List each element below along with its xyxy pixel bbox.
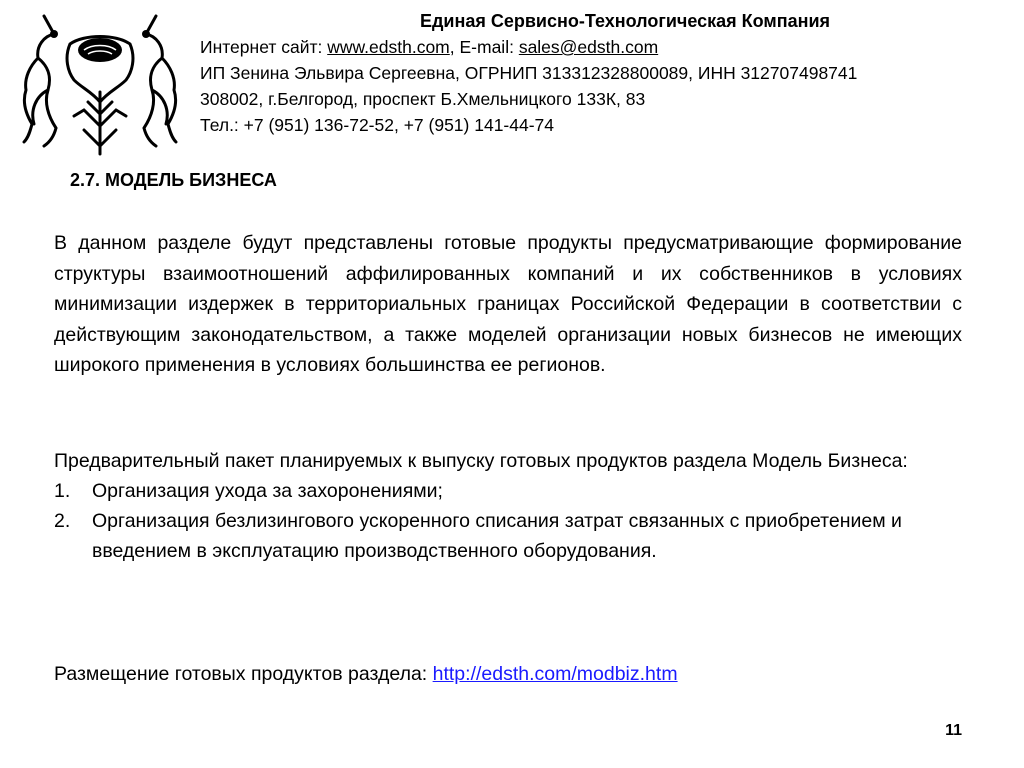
address: 308002, г.Белгород, проспект Б.Хмельницкого 133К, 83 [200, 89, 646, 109]
site-link[interactable]: www.edsth.com [327, 37, 450, 57]
placement-label: Размещение готовых продуктов раздела: [54, 663, 433, 685]
list-item-text: Организация безлизингового ускоренного списания затрат связанных с приобретением и введением в эксплуатацию производственного оборудования. [92, 510, 902, 562]
products-block [54, 446, 962, 566]
email-label: , E-mail: [449, 37, 519, 57]
contacts-line [200, 34, 1010, 60]
list-item [54, 506, 962, 566]
site-label: Интернет сайт: [200, 37, 328, 57]
list-item-number: 2. [54, 510, 71, 532]
email-link[interactable]: sales@edsth.com [518, 37, 659, 57]
phones: Тел.: +7 (951) 136-72-52, +7 (951) 141-44-74 [200, 115, 555, 135]
package-intro: Предварительный пакет планируемых к выпуску готовых продуктов раздела Модель Бизнеса: [54, 450, 908, 472]
intro-paragraph: В данном разделе будут представлены готовые продукты предусматривающие формирование структуры взаимоотношений аффилированных компаний и их собственников в условиях минимизации издержек в территориальных границах Российской Федерации в соответствии с действующим законодательством, а также моделей организации новых бизнесов не имеющих широкого применения в условиях большинства ее регионов. [54, 232, 962, 376]
coat-of-arms-logo [14, 6, 186, 156]
placement-line [54, 659, 678, 689]
section-title: 2.7. МОДЕЛЬ БИЗНЕСА [70, 170, 277, 190]
list-item-number: 1. [54, 480, 71, 502]
owner-info: ИП Зенина Эльвира Сергеевна, ОГРНИП 313312328800089, ИНН 312707498741 [200, 63, 858, 83]
placement-link[interactable]: http://edsth.com/modbiz.htm [432, 663, 678, 685]
products-list [54, 476, 962, 566]
list-item-text: Организация ухода за захоронениями; [92, 480, 443, 502]
company-name: Единая Сервисно-Технологическая Компания [419, 11, 831, 31]
company-header [200, 8, 1010, 138]
list-item [54, 476, 962, 506]
page-number: 11 [945, 722, 962, 739]
